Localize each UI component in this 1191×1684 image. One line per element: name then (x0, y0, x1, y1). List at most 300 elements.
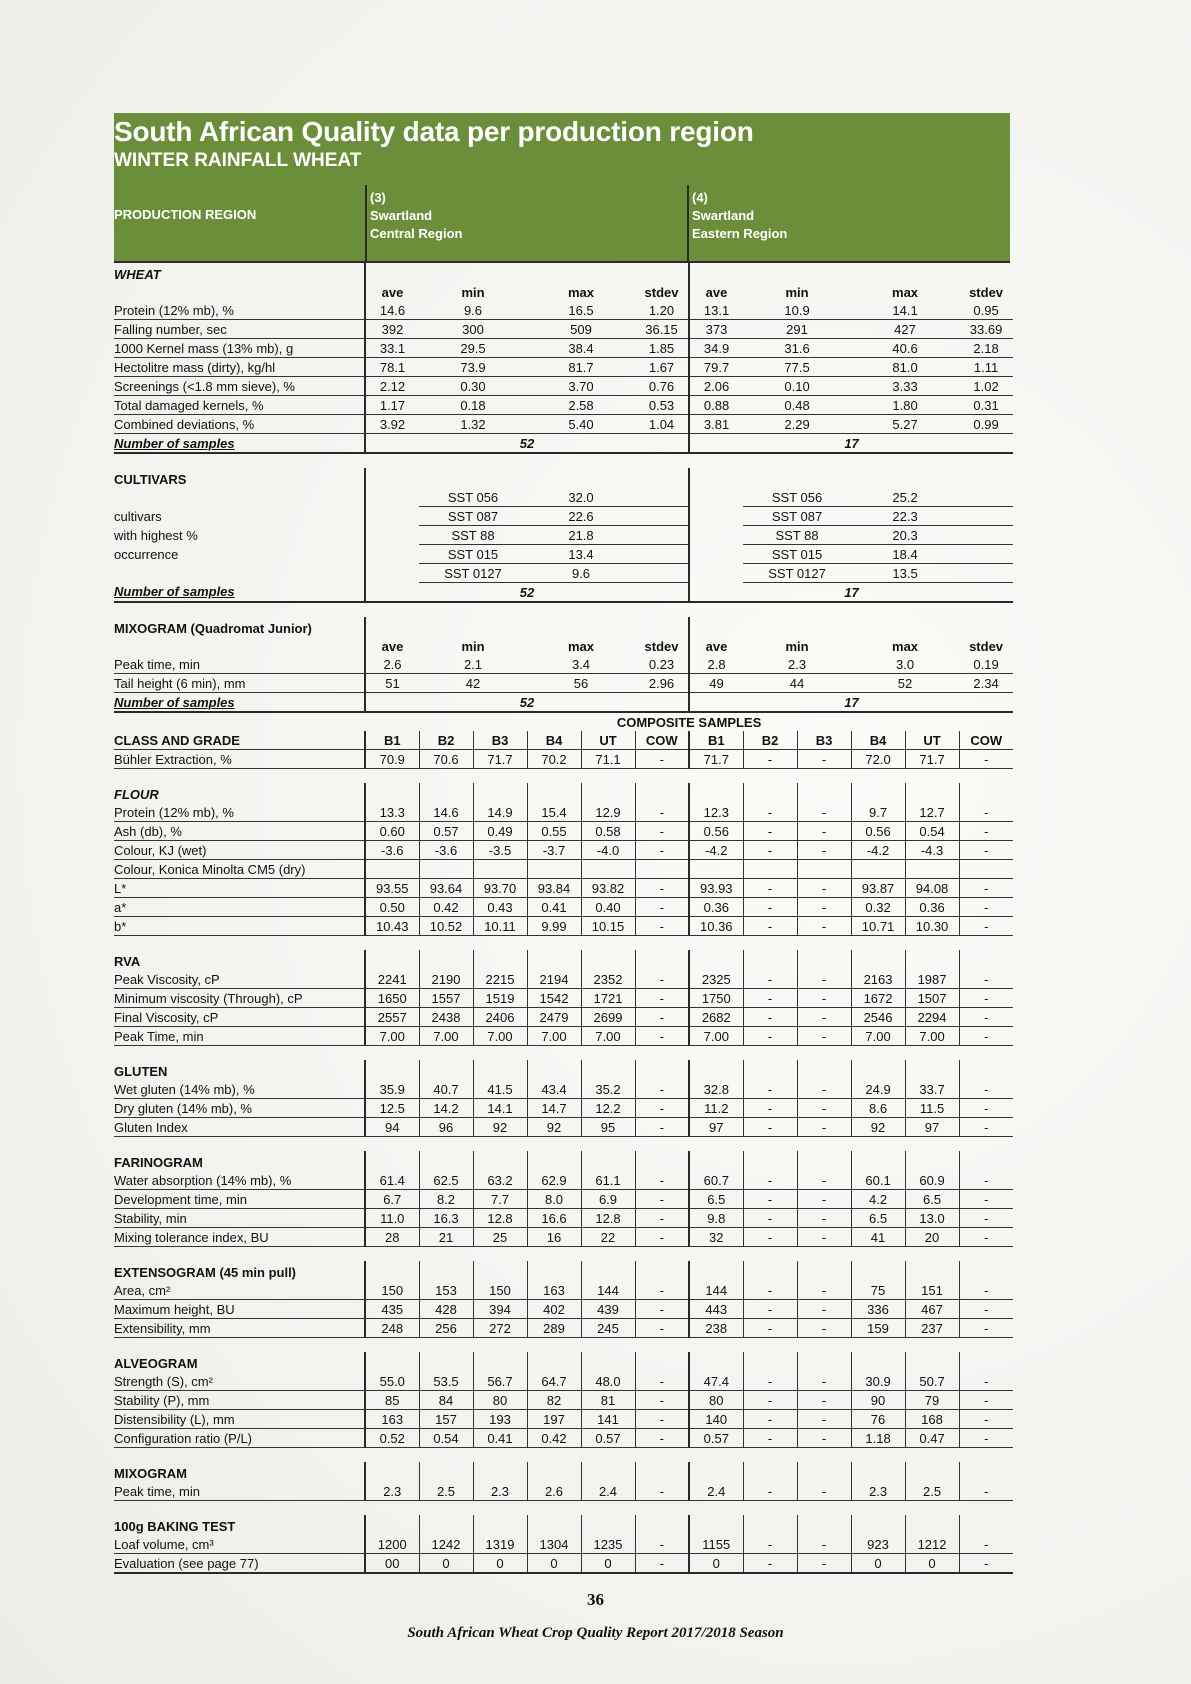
value-cell: - (797, 1008, 851, 1027)
grade-header: UT (581, 731, 635, 750)
value-cell: 2.12 (365, 377, 419, 396)
row-label: Configuration ratio (P/L) (114, 1429, 365, 1448)
value-cell (905, 860, 959, 879)
value-cell: 0.60 (365, 822, 419, 841)
spacer-row (114, 1501, 1013, 1516)
value-cell: 6.9 (581, 1190, 635, 1209)
value-cell: 16 (527, 1228, 581, 1247)
region-a-heading (370, 189, 462, 243)
value-cell: 4.2 (851, 1190, 905, 1209)
value-cell: 29.5 (419, 339, 527, 358)
value-cell: - (959, 1171, 1013, 1190)
value-cell: 2.1 (419, 655, 527, 674)
table-cell (959, 1352, 1013, 1372)
table-cell (527, 1515, 581, 1535)
samples-label: Number of samples (114, 693, 365, 713)
value-cell: 0.23 (635, 655, 689, 674)
value-cell: - (959, 879, 1013, 898)
section-title-row (114, 950, 1013, 970)
value-cell (743, 860, 797, 879)
table-cell (114, 283, 365, 301)
samples-count-b: 17 (689, 583, 1013, 603)
value-cell: 1987 (905, 970, 959, 989)
table-cell (419, 1352, 473, 1372)
table-cell (689, 1462, 743, 1482)
value-cell: 40.6 (851, 339, 959, 358)
table-cell (419, 950, 473, 970)
value-cell: - (743, 1429, 797, 1448)
value-cell: 0.36 (905, 898, 959, 917)
stat-header: max (567, 638, 595, 654)
value-cell: 14.6 (365, 301, 419, 320)
cultivar-name: SST 015 (419, 545, 527, 564)
value-cell: - (743, 1535, 797, 1554)
value-cell: 10.15 (581, 917, 635, 936)
row-label: Loaf volume, cm³ (114, 1535, 365, 1554)
value-cell: 6.7 (365, 1190, 419, 1209)
row-label: Tail height (6 min), mm (114, 674, 365, 693)
column-divider (365, 185, 367, 261)
spacer-row (114, 936, 1013, 951)
value-cell: 0.48 (743, 396, 851, 415)
value-cell: - (743, 1482, 797, 1501)
value-cell: - (959, 1429, 1013, 1448)
table-cell (689, 950, 743, 970)
value-cell: - (743, 1554, 797, 1574)
page-subtitle: WINTER RAINFALL WHEAT (114, 150, 362, 171)
value-cell: 11.0 (365, 1209, 419, 1228)
value-cell: - (743, 879, 797, 898)
table-cell (743, 950, 797, 970)
table-cell (635, 526, 689, 545)
value-cell: 31.6 (743, 339, 851, 358)
value-cell: 5.40 (527, 415, 635, 434)
value-cell: 0.47 (905, 1429, 959, 1448)
section-title: RVA (114, 953, 141, 969)
value-cell (527, 860, 581, 879)
value-cell: 163 (527, 1281, 581, 1300)
value-cell: - (635, 803, 689, 822)
value-cell: 1519 (473, 989, 527, 1008)
value-cell: 49 (689, 674, 743, 693)
spacer-cell (114, 1247, 1013, 1262)
value-cell: 0.88 (689, 396, 743, 415)
spacer-cell (114, 1501, 1013, 1516)
value-cell: - (797, 841, 851, 860)
value-cell: 11.2 (689, 1099, 743, 1118)
value-cell: 25 (473, 1228, 527, 1247)
table-cell (689, 1151, 743, 1171)
value-cell: 2194 (527, 970, 581, 989)
row-label: Colour, KJ (wet) (114, 841, 365, 860)
cultivar-percent: 22.6 (527, 507, 635, 526)
value-cell: 38.4 (527, 339, 635, 358)
value-cell: 14.7 (527, 1099, 581, 1118)
table-cell (527, 1462, 581, 1482)
row-label: Protein (12% mb), % (114, 803, 365, 822)
value-cell: - (959, 1118, 1013, 1137)
value-cell: 1.17 (365, 396, 419, 415)
value-cell: 0.52 (365, 1429, 419, 1448)
table-cell (635, 1261, 689, 1281)
value-cell: 10.11 (473, 917, 527, 936)
cultivar-side-label: occurrence (114, 546, 179, 562)
value-cell: - (635, 898, 689, 917)
table-body (114, 263, 1013, 1573)
stat-header: min (785, 638, 809, 654)
region-a-number: (3) (370, 190, 386, 205)
value-cell: 0 (581, 1554, 635, 1574)
value-cell: 0.40 (581, 898, 635, 917)
table-cell (473, 1060, 527, 1080)
cultivar-side-label (114, 564, 365, 583)
value-cell: 1.80 (851, 396, 959, 415)
section-title: GLUTEN (114, 1063, 168, 1079)
samples-row (114, 693, 1013, 713)
value-cell: 60.7 (689, 1171, 743, 1190)
value-cell: 16.3 (419, 1209, 473, 1228)
table-row (114, 377, 1013, 396)
value-cell: - (743, 989, 797, 1008)
row-label: Evaluation (see page 77) (114, 1554, 365, 1574)
table-cell (635, 1352, 689, 1372)
table-cell (959, 1462, 1013, 1482)
value-cell: - (635, 750, 689, 769)
section-title: FARINOGRAM (114, 1154, 203, 1170)
value-cell (419, 860, 473, 879)
value-cell: - (959, 803, 1013, 822)
table-cell (114, 637, 365, 655)
value-cell: 77.5 (743, 358, 851, 377)
value-cell: 7.00 (365, 1027, 419, 1046)
value-cell: 12.5 (365, 1099, 419, 1118)
value-cell: 144 (689, 1281, 743, 1300)
stat-header: stdev (969, 284, 1004, 300)
value-cell: 144 (581, 1281, 635, 1300)
composite-title: COMPOSITE SAMPLES (616, 714, 762, 730)
value-cell: 60.1 (851, 1171, 905, 1190)
table-cell (905, 1060, 959, 1080)
table-cell (365, 1151, 419, 1171)
value-cell: - (743, 1118, 797, 1137)
value-cell: - (635, 1228, 689, 1247)
value-cell: 428 (419, 1300, 473, 1319)
composite-title-row (114, 712, 1013, 731)
value-cell: - (959, 1190, 1013, 1209)
row-label: 1000 Kernel mass (13% mb), g (114, 339, 365, 358)
table-cell (635, 950, 689, 970)
spacer-row (114, 1137, 1013, 1152)
value-cell: - (743, 917, 797, 936)
value-cell: 140 (689, 1410, 743, 1429)
stat-header-row (114, 283, 1013, 301)
table-cell (905, 1462, 959, 1482)
value-cell: - (797, 879, 851, 898)
cultivar-name: SST 0127 (419, 564, 527, 583)
table-cell (905, 783, 959, 803)
table-row (114, 1300, 1013, 1319)
value-cell: 32.8 (689, 1080, 743, 1099)
value-cell: 84 (419, 1391, 473, 1410)
value-cell: 467 (905, 1300, 959, 1319)
value-cell: 435 (365, 1300, 419, 1319)
value-cell: 34.9 (689, 339, 743, 358)
value-cell: 6.5 (905, 1190, 959, 1209)
row-label: L* (114, 879, 365, 898)
cultivar-row (114, 545, 1013, 564)
value-cell: - (635, 1410, 689, 1429)
value-cell: 92 (527, 1118, 581, 1137)
value-cell: - (959, 841, 1013, 860)
value-cell: - (635, 1190, 689, 1209)
value-cell: 63.2 (473, 1171, 527, 1190)
value-cell: 14.6 (419, 803, 473, 822)
table-cell (689, 545, 743, 564)
value-cell: 2546 (851, 1008, 905, 1027)
value-cell: 9.99 (527, 917, 581, 936)
value-cell: 55.0 (365, 1372, 419, 1391)
value-cell: - (959, 970, 1013, 989)
table-cell (473, 1515, 527, 1535)
value-cell: 168 (905, 1410, 959, 1429)
value-cell: 7.00 (689, 1027, 743, 1046)
table-cell (743, 1462, 797, 1482)
value-cell: 238 (689, 1319, 743, 1338)
section-title-row (114, 1151, 1013, 1171)
table-cell (797, 783, 851, 803)
value-cell: - (797, 1319, 851, 1338)
spacer-cell (114, 936, 1013, 951)
region-b-heading (692, 189, 787, 243)
value-cell: - (959, 1391, 1013, 1410)
samples-count-b: 17 (689, 434, 1013, 454)
table-row (114, 655, 1013, 674)
region-b-name: Swartland (692, 208, 755, 223)
table-cell (473, 1462, 527, 1482)
cultivar-name: SST 056 (743, 488, 851, 507)
value-cell: 16.5 (527, 301, 635, 320)
table-cell (419, 1515, 473, 1535)
stat-header: ave (365, 283, 419, 301)
table-cell (689, 564, 743, 583)
table-row (114, 1535, 1013, 1554)
value-cell: 24.9 (851, 1080, 905, 1099)
table-cell (365, 263, 689, 283)
value-cell: - (743, 1008, 797, 1027)
value-cell: - (797, 1099, 851, 1118)
table-cell (743, 783, 797, 803)
value-cell: 1650 (365, 989, 419, 1008)
value-cell: 51 (365, 674, 419, 693)
value-cell: 0.43 (473, 898, 527, 917)
value-cell: 96 (419, 1118, 473, 1137)
value-cell: 9.7 (851, 803, 905, 822)
stat-header: stdev (644, 638, 679, 654)
value-cell: - (797, 917, 851, 936)
value-cell: - (635, 1027, 689, 1046)
value-cell: 70.2 (527, 750, 581, 769)
value-cell: 1304 (527, 1535, 581, 1554)
value-cell: 44 (743, 674, 851, 693)
table-cell (851, 1151, 905, 1171)
value-cell: 272 (473, 1319, 527, 1338)
value-cell: -4.0 (581, 841, 635, 860)
value-cell: - (743, 803, 797, 822)
value-cell (365, 860, 419, 879)
spacer-row (114, 1247, 1013, 1262)
value-cell: - (959, 1482, 1013, 1501)
cultivar-percent: 25.2 (851, 488, 959, 507)
value-cell: - (743, 841, 797, 860)
value-cell: 394 (473, 1300, 527, 1319)
value-cell: 35.2 (581, 1080, 635, 1099)
value-cell: 0.36 (689, 898, 743, 917)
row-label: b* (114, 917, 365, 936)
value-cell: 33.7 (905, 1080, 959, 1099)
stat-header: stdev (969, 638, 1004, 654)
value-cell: 12.9 (581, 803, 635, 822)
cultivar-percent: 32.0 (527, 488, 635, 507)
value-cell: 53.5 (419, 1372, 473, 1391)
table-cell (527, 1060, 581, 1080)
table-cell (473, 1261, 527, 1281)
table-cell (635, 1515, 689, 1535)
spacer-cell (114, 1137, 1013, 1152)
value-cell: 94.08 (905, 879, 959, 898)
value-cell: 0.55 (527, 822, 581, 841)
value-cell: 3.81 (689, 415, 743, 434)
table-cell (905, 950, 959, 970)
value-cell: - (743, 1080, 797, 1099)
value-cell: - (635, 841, 689, 860)
section-title: WHEAT (114, 266, 161, 282)
table-row (114, 803, 1013, 822)
value-cell: 80 (689, 1391, 743, 1410)
table-cell (365, 526, 419, 545)
page-title: South African Quality data per production region (114, 116, 754, 147)
value-cell: 61.1 (581, 1171, 635, 1190)
value-cell: 93.70 (473, 879, 527, 898)
value-cell: 11.5 (905, 1099, 959, 1118)
row-label: Ash (db), % (114, 822, 365, 841)
value-cell: 14.9 (473, 803, 527, 822)
table-cell (743, 1151, 797, 1171)
table-row (114, 358, 1013, 377)
value-cell: - (797, 750, 851, 769)
value-cell: - (635, 1319, 689, 1338)
value-cell: 0.99 (959, 415, 1013, 434)
value-cell: - (635, 1281, 689, 1300)
section-title: FLOUR (114, 786, 159, 802)
value-cell: 2190 (419, 970, 473, 989)
value-cell: 8.0 (527, 1190, 581, 1209)
table-row (114, 970, 1013, 989)
value-cell: 2.4 (689, 1482, 743, 1501)
value-cell: - (743, 1300, 797, 1319)
value-cell: 64.7 (527, 1372, 581, 1391)
value-cell: 0 (905, 1554, 959, 1574)
value-cell: 1.20 (635, 301, 689, 320)
value-cell: 0.58 (581, 822, 635, 841)
value-cell: 0 (851, 1554, 905, 1574)
value-cell: 2.06 (689, 377, 743, 396)
value-cell: 439 (581, 1300, 635, 1319)
value-cell: 3.4 (527, 655, 635, 674)
samples-row (114, 434, 1013, 454)
table-cell (959, 783, 1013, 803)
table-cell (527, 1261, 581, 1281)
value-cell: 0.76 (635, 377, 689, 396)
table-cell (365, 1515, 419, 1535)
value-cell: 41.5 (473, 1080, 527, 1099)
stat-header: max (892, 284, 919, 300)
value-cell: - (959, 822, 1013, 841)
value-cell: 62.5 (419, 1171, 473, 1190)
spacer-cell (114, 453, 1013, 468)
value-cell: 21 (419, 1228, 473, 1247)
table-cell (851, 1515, 905, 1535)
table-cell (365, 545, 419, 564)
value-cell: 3.0 (851, 655, 959, 674)
row-label: Peak Time, min (114, 1027, 365, 1046)
cultivar-percent: 13.5 (851, 564, 959, 583)
value-cell: 35.9 (365, 1080, 419, 1099)
cultivar-name: SST 056 (419, 488, 527, 507)
row-label: Mixing tolerance index, BU (114, 1228, 365, 1247)
value-cell: - (797, 1209, 851, 1228)
table-cell (959, 507, 1013, 526)
table-cell (851, 1462, 905, 1482)
value-cell: 402 (527, 1300, 581, 1319)
stat-header-row (114, 637, 1013, 655)
value-cell: -4.3 (905, 841, 959, 860)
value-cell: - (635, 1391, 689, 1410)
value-cell: - (797, 1535, 851, 1554)
table-cell (851, 783, 905, 803)
page-footer: South African Wheat Crop Quality Report 2017/2018 Season (407, 1625, 784, 1641)
value-cell: 245 (581, 1319, 635, 1338)
table-cell (365, 507, 419, 526)
value-cell: 94 (365, 1118, 419, 1137)
row-label: Final Viscosity, cP (114, 1008, 365, 1027)
stat-header: min (461, 638, 485, 654)
value-cell: 2.3 (365, 1482, 419, 1501)
value-cell: 10.52 (419, 917, 473, 936)
value-cell: 0.32 (851, 898, 905, 917)
table-cell (797, 1515, 851, 1535)
table-cell (581, 950, 635, 970)
value-cell: 12.7 (905, 803, 959, 822)
cultivar-side-label: cultivars (114, 508, 162, 524)
value-cell: 9.6 (419, 301, 527, 320)
table-cell (527, 1151, 581, 1171)
value-cell: - (743, 1209, 797, 1228)
value-cell: - (797, 1410, 851, 1429)
value-cell: - (635, 1554, 689, 1574)
value-cell: 62.9 (527, 1171, 581, 1190)
section-title-row (114, 468, 1013, 488)
value-cell: 0.54 (905, 822, 959, 841)
value-cell: 14.2 (419, 1099, 473, 1118)
cultivar-name: SST 087 (419, 507, 527, 526)
value-cell: 2557 (365, 1008, 419, 1027)
table-cell (797, 1261, 851, 1281)
table-row (114, 841, 1013, 860)
stat-header: stdev (644, 284, 679, 300)
value-cell: 0.18 (419, 396, 527, 415)
value-cell: 33.69 (959, 320, 1013, 339)
cultivar-name: SST 0127 (743, 564, 851, 583)
